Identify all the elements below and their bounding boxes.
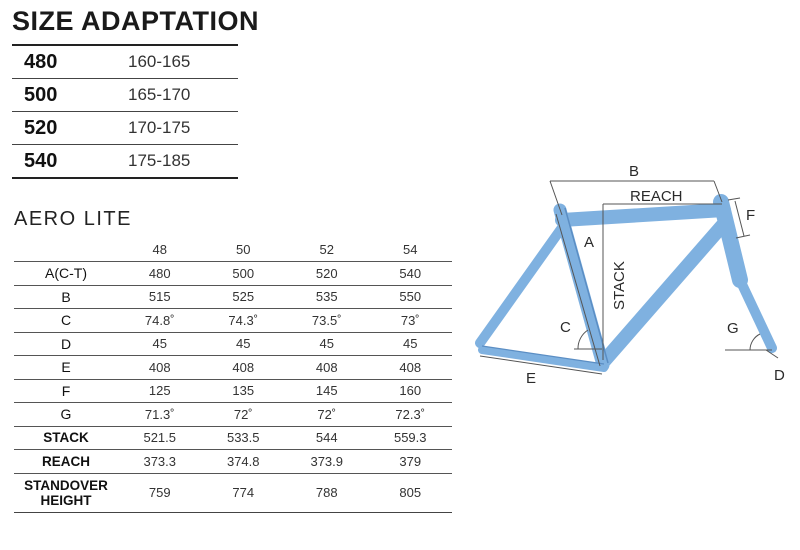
row-label: D — [14, 332, 118, 356]
frame-geometry-diagram — [470, 160, 800, 390]
table-cell: 45 — [369, 332, 453, 356]
header-corner — [14, 237, 118, 262]
dim-c-arc — [578, 330, 588, 349]
table-cell: 774 — [202, 473, 286, 512]
row-label — [14, 473, 118, 512]
frame-accents — [482, 208, 608, 364]
label-b: B — [629, 163, 640, 180]
row-label-line: STANDOVER — [24, 477, 108, 493]
table-cell: 373.3 — [118, 450, 202, 474]
size-adaptation-table — [12, 44, 238, 179]
table-cell: 525 — [202, 285, 286, 309]
row-label: B — [14, 285, 118, 309]
rider-height-range: 165-170 — [128, 85, 191, 104]
table-cell: 74.8˚ — [118, 309, 202, 333]
table-cell: 805 — [369, 473, 453, 512]
table-cell: 535 — [285, 285, 369, 309]
table-cell: 500 — [202, 262, 286, 286]
table-cell: 125 — [118, 379, 202, 403]
table-row — [14, 403, 452, 427]
dim-f-tick — [736, 235, 750, 238]
table-cell: 45 — [285, 332, 369, 356]
geometry-title: AERO LITE — [14, 208, 132, 230]
table-cell: 408 — [202, 356, 286, 380]
table-cell: 550 — [369, 285, 453, 309]
table-cell: 759 — [118, 473, 202, 512]
table-cell: 408 — [285, 356, 369, 380]
table-cell: 544 — [285, 426, 369, 450]
seat-tube — [560, 210, 603, 365]
rider-height-range: 170-175 — [128, 118, 191, 137]
seat-tube-edge — [565, 208, 608, 363]
label-e: E — [526, 370, 537, 387]
dim-g-arc — [750, 334, 760, 350]
table-cell: 71.3˚ — [118, 403, 202, 427]
dim-f-line — [735, 201, 744, 236]
table-row — [14, 356, 452, 380]
table-cell: 73.5˚ — [285, 309, 369, 333]
frame-size: 540 — [24, 149, 58, 172]
table-cell: 135 — [202, 379, 286, 403]
table-cell: 480 — [118, 262, 202, 286]
size-row — [12, 79, 238, 112]
row-label: STACK — [14, 426, 118, 450]
table-cell: 160 — [369, 379, 453, 403]
table-row — [14, 332, 452, 356]
table-cell: 373.9 — [285, 450, 369, 474]
frame-size: 520 — [24, 116, 58, 139]
table-row — [14, 285, 452, 309]
table-cell: 408 — [118, 356, 202, 380]
table-cell: 72˚ — [202, 403, 286, 427]
size-row — [12, 46, 238, 79]
table-row — [14, 379, 452, 403]
table-row — [14, 262, 452, 286]
table-row — [14, 450, 452, 474]
row-label: G — [14, 403, 118, 427]
geometry-table — [14, 237, 452, 513]
column-header: 54 — [369, 237, 453, 262]
table-cell: 45 — [202, 332, 286, 356]
row-label: REACH — [14, 450, 118, 474]
size-row — [12, 145, 238, 179]
frame-size: 500 — [24, 83, 58, 106]
size-adaptation-title: SIZE ADAPTATION — [12, 6, 259, 36]
row-label: E — [14, 356, 118, 380]
table-cell: 408 — [369, 356, 453, 380]
label-reach: REACH — [630, 188, 683, 205]
top-tube — [562, 210, 724, 220]
table-row — [14, 426, 452, 450]
table-cell: 788 — [285, 473, 369, 512]
table-cell: 540 — [369, 262, 453, 286]
column-header: 52 — [285, 237, 369, 262]
size-row — [12, 112, 238, 145]
row-label: C — [14, 309, 118, 333]
rider-height-range: 175-185 — [128, 151, 191, 170]
label-f: F — [746, 207, 756, 224]
label-g: G — [727, 320, 739, 337]
table-cell: 145 — [285, 379, 369, 403]
table-cell: 533.5 — [202, 426, 286, 450]
table-cell: 515 — [118, 285, 202, 309]
dim-f-tick — [728, 198, 740, 200]
fork — [740, 280, 772, 348]
table-row — [14, 473, 452, 512]
table-row — [14, 309, 452, 333]
table-cell: 374.8 — [202, 450, 286, 474]
table-cell: 45 — [118, 332, 202, 356]
rider-height-range: 160-165 — [128, 52, 191, 71]
table-cell: 72.3˚ — [369, 403, 453, 427]
table-cell: 520 — [285, 262, 369, 286]
row-label-line: HEIGHT — [40, 492, 92, 508]
geometry-header-row — [14, 237, 452, 262]
seat-stay — [480, 222, 566, 343]
label-d: D — [774, 367, 785, 384]
head-tube — [721, 202, 740, 280]
table-cell: 72˚ — [285, 403, 369, 427]
column-header: 50 — [202, 237, 286, 262]
row-label: F — [14, 379, 118, 403]
row-label: A(C-T) — [14, 262, 118, 286]
table-cell: 74.3˚ — [202, 309, 286, 333]
label-stack: STACK — [611, 261, 628, 310]
table-cell: 521.5 — [118, 426, 202, 450]
column-header: 48 — [118, 237, 202, 262]
frame-size: 480 — [24, 50, 58, 73]
label-c: C — [560, 319, 571, 336]
label-a: A — [584, 234, 595, 251]
table-cell: 73˚ — [369, 309, 453, 333]
table-cell: 379 — [369, 450, 453, 474]
table-cell: 559.3 — [369, 426, 453, 450]
